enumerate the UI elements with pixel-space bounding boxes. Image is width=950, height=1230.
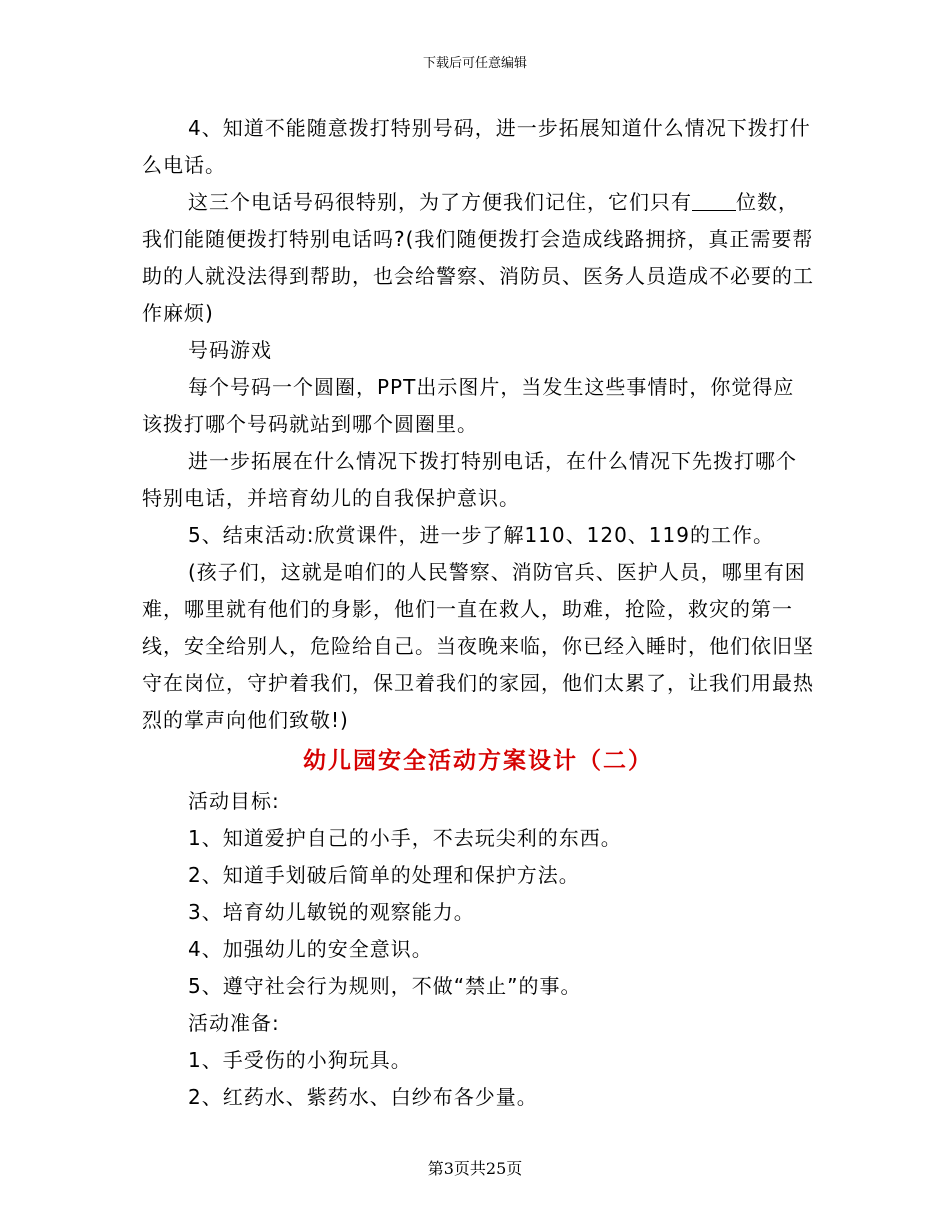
section-title: 幼儿园安全活动方案设计（二） (303, 748, 653, 774)
paragraph: 号码游戏 (188, 338, 272, 362)
document-body (142, 110, 814, 1116)
paragraph: 1、知道爱护自己的小手，不去玩尖利的东西。 (188, 826, 622, 850)
paragraph: 每个号码一个圆圈，PPT出示图片，当发生这些事情时，你觉得应该拨打哪个号码就站到哪个圆圈里。 (142, 375, 795, 436)
paragraph: 2、红药水、紫药水、白纱布各少量。 (188, 1085, 538, 1109)
paragraph: 4、知道不能随意拨打特别号码，进一步拓展知道什么情况下拨打什么电话。 (142, 116, 811, 177)
page-footer: 第3页共25页 (427, 1159, 523, 1178)
paragraph: 5、结束活动:欣赏课件，进一步了解110、120、119的工作。 (188, 523, 774, 547)
paragraph: 活动目标: (188, 789, 280, 813)
paragraph: 1、手受伤的小狗玩具。 (188, 1048, 412, 1072)
paragraph-phone (142, 184, 814, 332)
page-header: 下载后可任意编辑 (422, 56, 527, 71)
paragraph-text: 位数，我们能随便拨打特别电话吗?(我们随便拨打会造成线路拥挤，真正需要帮助的人就没法得到帮助，也会给警察、消防员、医务人员造成不必要的工作麻烦) (142, 190, 814, 325)
paragraph: 4、加强幼儿的安全意识。 (188, 937, 433, 961)
paragraph: 3、培育幼儿敏锐的观察能力。 (188, 900, 475, 924)
fill-in-blank (692, 190, 736, 211)
paragraph-text: 这三个电话号码很特别，为了方便我们记住，它们只有 (188, 190, 692, 214)
paragraph: 5、遵守社会行为规则，不做“禁止”的事。 (188, 974, 582, 998)
paragraph: (孩子们，这就是咱们的人民警察、消防官兵、医护人员，哪里有困难，哪里就有他们的身影，他们一直在救人，助难，抢险，救灾的第一线，安全给别人，危险给自己。当夜晚来临，你已经入睡时，他们依旧坚守在岗位，守护着我们，保卫着我们的家园，他们太累了，让我们用最热烈的掌声向他们致敬!) (142, 560, 814, 732)
paragraph: 2、知道手划破后简单的处理和保护方法。 (188, 863, 580, 887)
paragraph: 进一步拓展在什么情况下拨打特别电话，在什么情况下先拨打哪个特别电话，并培育幼儿的自我保护意识。 (142, 449, 797, 510)
paragraph: 活动准备: (188, 1011, 280, 1035)
